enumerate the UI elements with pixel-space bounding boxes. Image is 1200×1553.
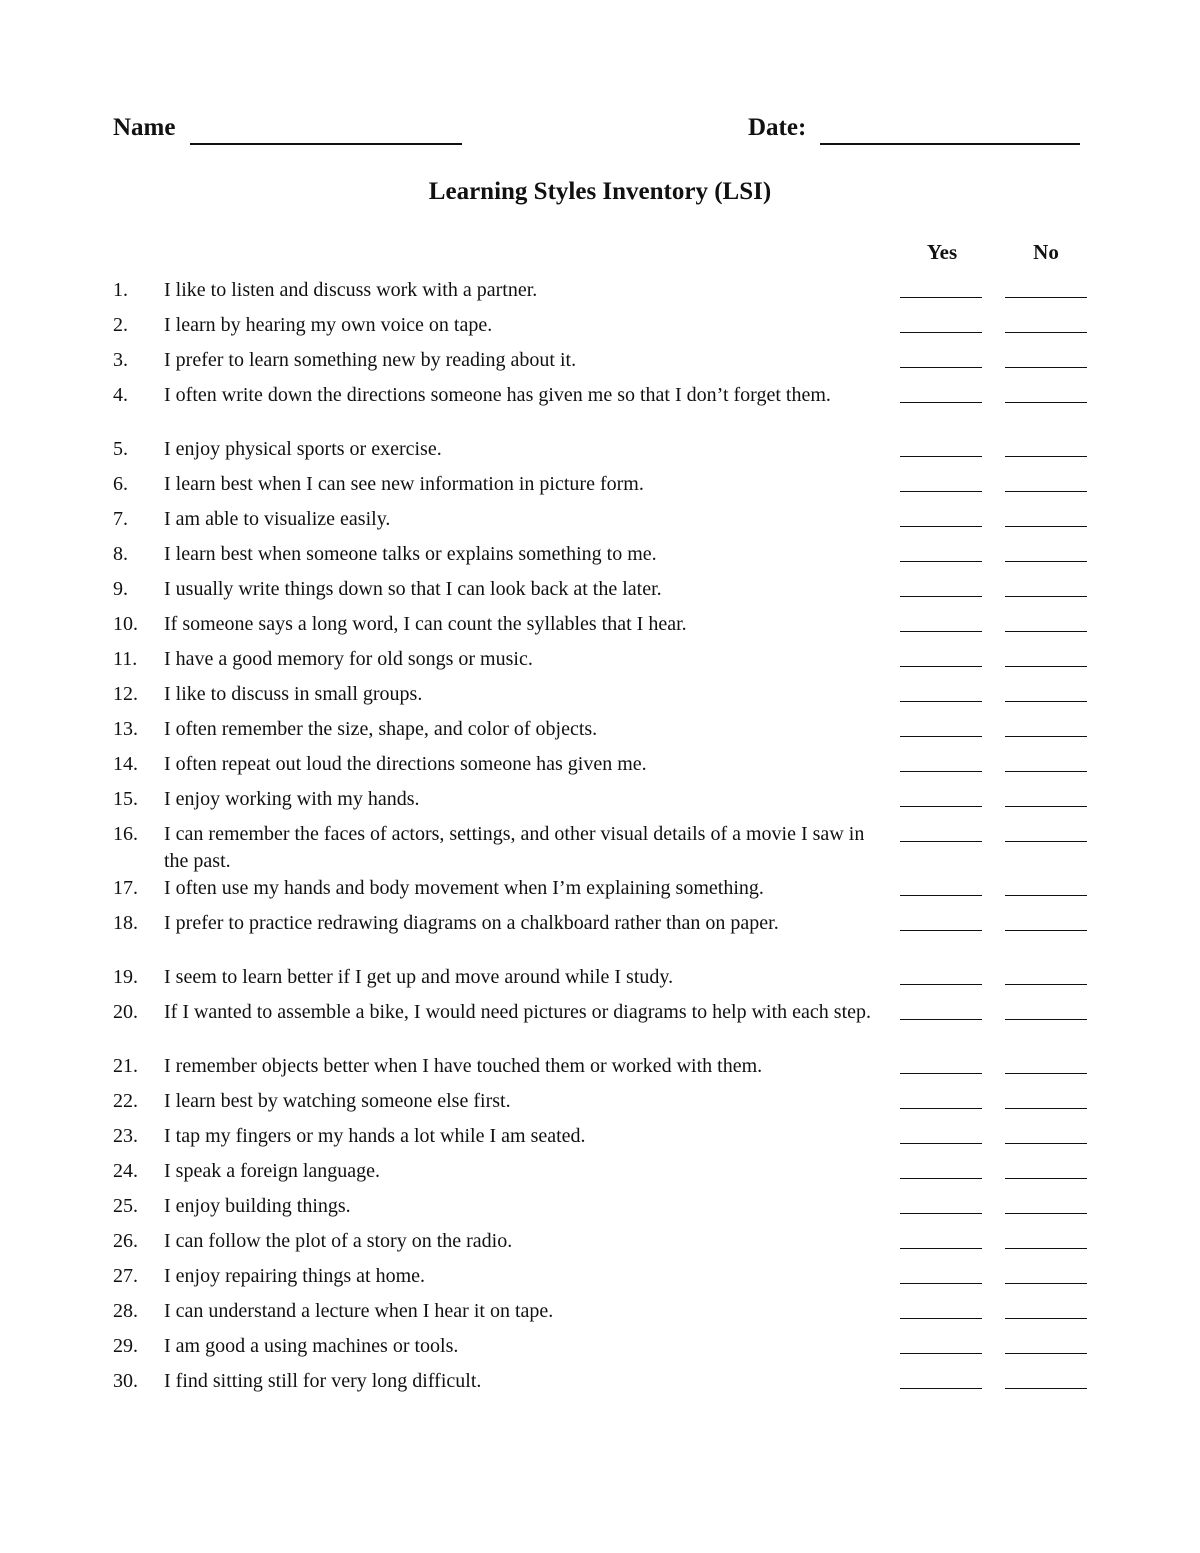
list-item: [0, 541, 1200, 576]
yes-answer-blank[interactable]: [900, 367, 982, 368]
list-item: [0, 910, 1200, 964]
question-number: 4.: [113, 384, 128, 406]
no-answer-blank[interactable]: [1005, 631, 1087, 632]
question-number: 11.: [113, 648, 138, 670]
question-number: 30.: [113, 1370, 138, 1392]
question-text: I enjoy physical sports or exercise.: [164, 438, 442, 460]
question-text: I often use my hands and body movement when I’m explaining something.: [164, 877, 764, 899]
yes-answer-blank[interactable]: [900, 701, 982, 702]
question-number: 24.: [113, 1160, 138, 1182]
no-answer-blank[interactable]: [1005, 596, 1087, 597]
question-number: 22.: [113, 1090, 138, 1112]
question-text: If someone says a long word, I can count the syllables that I hear.: [164, 613, 687, 635]
question-text: I prefer to learn something new by reading about it.: [164, 349, 577, 371]
question-text: I can understand a lecture when I hear it on tape.: [164, 1300, 554, 1322]
question-number: 12.: [113, 683, 138, 705]
question-number: 27.: [113, 1265, 138, 1287]
list-item: [0, 576, 1200, 611]
question-number: 9.: [113, 578, 128, 600]
question-text: I remember objects better when I have touched them or worked with them.: [164, 1055, 763, 1077]
no-answer-blank[interactable]: [1005, 297, 1087, 298]
yes-answer-blank[interactable]: [900, 806, 982, 807]
question-number: 8.: [113, 543, 128, 565]
question-text: I speak a foreign language.: [164, 1160, 381, 1182]
question-text: I find sitting still for very long difficult.: [164, 1370, 482, 1392]
no-answer-blank[interactable]: [1005, 1178, 1087, 1179]
list-item: [0, 436, 1200, 471]
question-text: I often remember the size, shape, and color of objects.: [164, 718, 598, 740]
list-item: [0, 1123, 1200, 1158]
question-number: 20.: [113, 1001, 138, 1023]
question-text: I often write down the directions someone has given me so that I don’t forget them.: [164, 384, 831, 406]
no-answer-blank[interactable]: [1005, 561, 1087, 562]
list-item: [0, 347, 1200, 382]
yes-answer-blank[interactable]: [900, 456, 982, 457]
question-text: I can follow the plot of a story on the radio.: [164, 1230, 513, 1252]
question-number: 19.: [113, 966, 138, 988]
list-item: [0, 999, 1200, 1053]
question-text: I enjoy working with my hands.: [164, 788, 420, 810]
question-text: I enjoy building things.: [164, 1195, 351, 1217]
question-text: I am able to visualize easily.: [164, 508, 391, 530]
question-text: I am good a using machines or tools.: [164, 1335, 459, 1357]
yes-answer-blank[interactable]: [900, 1248, 982, 1249]
yes-answer-blank[interactable]: [900, 561, 982, 562]
yes-answer-blank[interactable]: [900, 596, 982, 597]
yes-answer-blank[interactable]: [900, 1318, 982, 1319]
list-item: [0, 751, 1200, 786]
question-text: I learn best when I can see new information in picture form.: [164, 473, 644, 495]
list-item: [0, 1158, 1200, 1193]
list-item: [0, 681, 1200, 716]
question-number: 16.: [113, 823, 138, 845]
list-item: [0, 1298, 1200, 1333]
date-label: Date:: [748, 114, 807, 141]
list-item: [0, 786, 1200, 821]
date-blank-line[interactable]: [820, 143, 1080, 145]
no-answer-blank[interactable]: [1005, 736, 1087, 737]
no-answer-blank[interactable]: [1005, 895, 1087, 896]
no-answer-blank[interactable]: [1005, 841, 1087, 842]
no-column-header: No: [1033, 240, 1059, 264]
yes-answer-blank[interactable]: [900, 332, 982, 333]
yes-answer-blank[interactable]: [900, 1353, 982, 1354]
no-answer-blank[interactable]: [1005, 1019, 1087, 1020]
list-item: [0, 1088, 1200, 1123]
page-title: Learning Styles Inventory (LSI): [428, 178, 772, 205]
list-item: [0, 646, 1200, 681]
question-text: I learn by hearing my own voice on tape.: [164, 314, 493, 336]
list-item: [0, 1263, 1200, 1298]
question-text: I learn best by watching someone else first.: [164, 1090, 511, 1112]
question-list: [0, 277, 1200, 1403]
question-text: I have a good memory for old songs or music.: [164, 648, 533, 670]
list-item: [0, 1228, 1200, 1263]
yes-answer-blank[interactable]: [900, 736, 982, 737]
list-item: [0, 964, 1200, 999]
yes-answer-blank[interactable]: [900, 402, 982, 403]
question-number: 29.: [113, 1335, 138, 1357]
list-item: [0, 1333, 1200, 1368]
name-label: Name: [113, 114, 176, 141]
list-item: [0, 611, 1200, 646]
list-item: [0, 1368, 1200, 1403]
no-answer-blank[interactable]: [1005, 526, 1087, 527]
yes-answer-blank[interactable]: [900, 491, 982, 492]
question-text: I like to listen and discuss work with a partner.: [164, 279, 538, 301]
no-answer-blank[interactable]: [1005, 402, 1087, 403]
question-number: 7.: [113, 508, 128, 530]
question-number: 13.: [113, 718, 138, 740]
question-text: I usually write things down so that I can look back at the later.: [164, 578, 662, 600]
no-answer-blank[interactable]: [1005, 367, 1087, 368]
question-number: 1.: [113, 279, 128, 301]
no-answer-blank[interactable]: [1005, 1143, 1087, 1144]
yes-answer-blank[interactable]: [900, 1283, 982, 1284]
no-answer-blank[interactable]: [1005, 456, 1087, 457]
question-text: I seem to learn better if I get up and move around while I study.: [164, 966, 674, 988]
question-text: I enjoy repairing things at home.: [164, 1265, 426, 1287]
list-item: [0, 821, 1200, 875]
yes-answer-blank[interactable]: [900, 666, 982, 667]
no-answer-blank[interactable]: [1005, 1283, 1087, 1284]
yes-answer-blank[interactable]: [900, 1073, 982, 1074]
yes-answer-blank[interactable]: [900, 297, 982, 298]
name-blank-line[interactable]: [190, 143, 462, 145]
question-text: I can remember the faces of actors, settings, and other visual details of a movie I saw in the past.: [164, 823, 865, 872]
question-text: I prefer to practice redrawing diagrams on a chalkboard rather than on paper.: [164, 912, 779, 934]
question-number: 2.: [113, 314, 128, 336]
question-number: 25.: [113, 1195, 138, 1217]
question-number: 3.: [113, 349, 128, 371]
yes-answer-blank[interactable]: [900, 1178, 982, 1179]
no-answer-blank[interactable]: [1005, 666, 1087, 667]
no-answer-blank[interactable]: [1005, 1388, 1087, 1389]
no-answer-blank[interactable]: [1005, 1108, 1087, 1109]
yes-answer-blank[interactable]: [900, 895, 982, 896]
yes-answer-blank[interactable]: [900, 984, 982, 985]
no-answer-blank[interactable]: [1005, 701, 1087, 702]
no-answer-blank[interactable]: [1005, 491, 1087, 492]
question-number: 6.: [113, 473, 128, 495]
list-item: [0, 471, 1200, 506]
list-item: [0, 277, 1200, 312]
question-text: I often repeat out loud the directions someone has given me.: [164, 753, 647, 775]
list-item: [0, 506, 1200, 541]
no-answer-blank[interactable]: [1005, 1318, 1087, 1319]
list-item: [0, 312, 1200, 347]
list-item: [0, 1193, 1200, 1228]
question-number: 15.: [113, 788, 138, 810]
question-text: If I wanted to assemble a bike, I would need pictures or diagrams to help with each step.: [164, 1001, 872, 1023]
no-answer-blank[interactable]: [1005, 1353, 1087, 1354]
list-item: [0, 1053, 1200, 1088]
yes-answer-blank[interactable]: [900, 930, 982, 931]
no-answer-blank[interactable]: [1005, 332, 1087, 333]
yes-answer-blank[interactable]: [900, 1108, 982, 1109]
list-item: [0, 382, 1200, 436]
question-number: 18.: [113, 912, 138, 934]
question-number: 28.: [113, 1300, 138, 1322]
no-answer-blank[interactable]: [1005, 930, 1087, 931]
question-text: I tap my fingers or my hands a lot while I am seated.: [164, 1125, 586, 1147]
question-text: I learn best when someone talks or explains something to me.: [164, 543, 657, 565]
question-number: 5.: [113, 438, 128, 460]
no-answer-blank[interactable]: [1005, 1213, 1087, 1214]
list-item: [0, 875, 1200, 910]
yes-answer-blank[interactable]: [900, 841, 982, 842]
yes-answer-blank[interactable]: [900, 1143, 982, 1144]
yes-answer-blank[interactable]: [900, 526, 982, 527]
question-number: 23.: [113, 1125, 138, 1147]
yes-column-header: Yes: [926, 240, 958, 264]
question-number: 21.: [113, 1055, 138, 1077]
yes-answer-blank[interactable]: [900, 1388, 982, 1389]
yes-answer-blank[interactable]: [900, 631, 982, 632]
no-answer-blank[interactable]: [1005, 806, 1087, 807]
question-number: 26.: [113, 1230, 138, 1252]
no-answer-blank[interactable]: [1005, 1248, 1087, 1249]
yes-answer-blank[interactable]: [900, 1213, 982, 1214]
question-number: 14.: [113, 753, 138, 775]
question-number: 17.: [113, 877, 138, 899]
list-item: [0, 716, 1200, 751]
question-text: I like to discuss in small groups.: [164, 683, 423, 705]
no-answer-blank[interactable]: [1005, 771, 1087, 772]
yes-answer-blank[interactable]: [900, 771, 982, 772]
yes-answer-blank[interactable]: [900, 1019, 982, 1020]
question-number: 10.: [113, 613, 138, 635]
no-answer-blank[interactable]: [1005, 984, 1087, 985]
no-answer-blank[interactable]: [1005, 1073, 1087, 1074]
